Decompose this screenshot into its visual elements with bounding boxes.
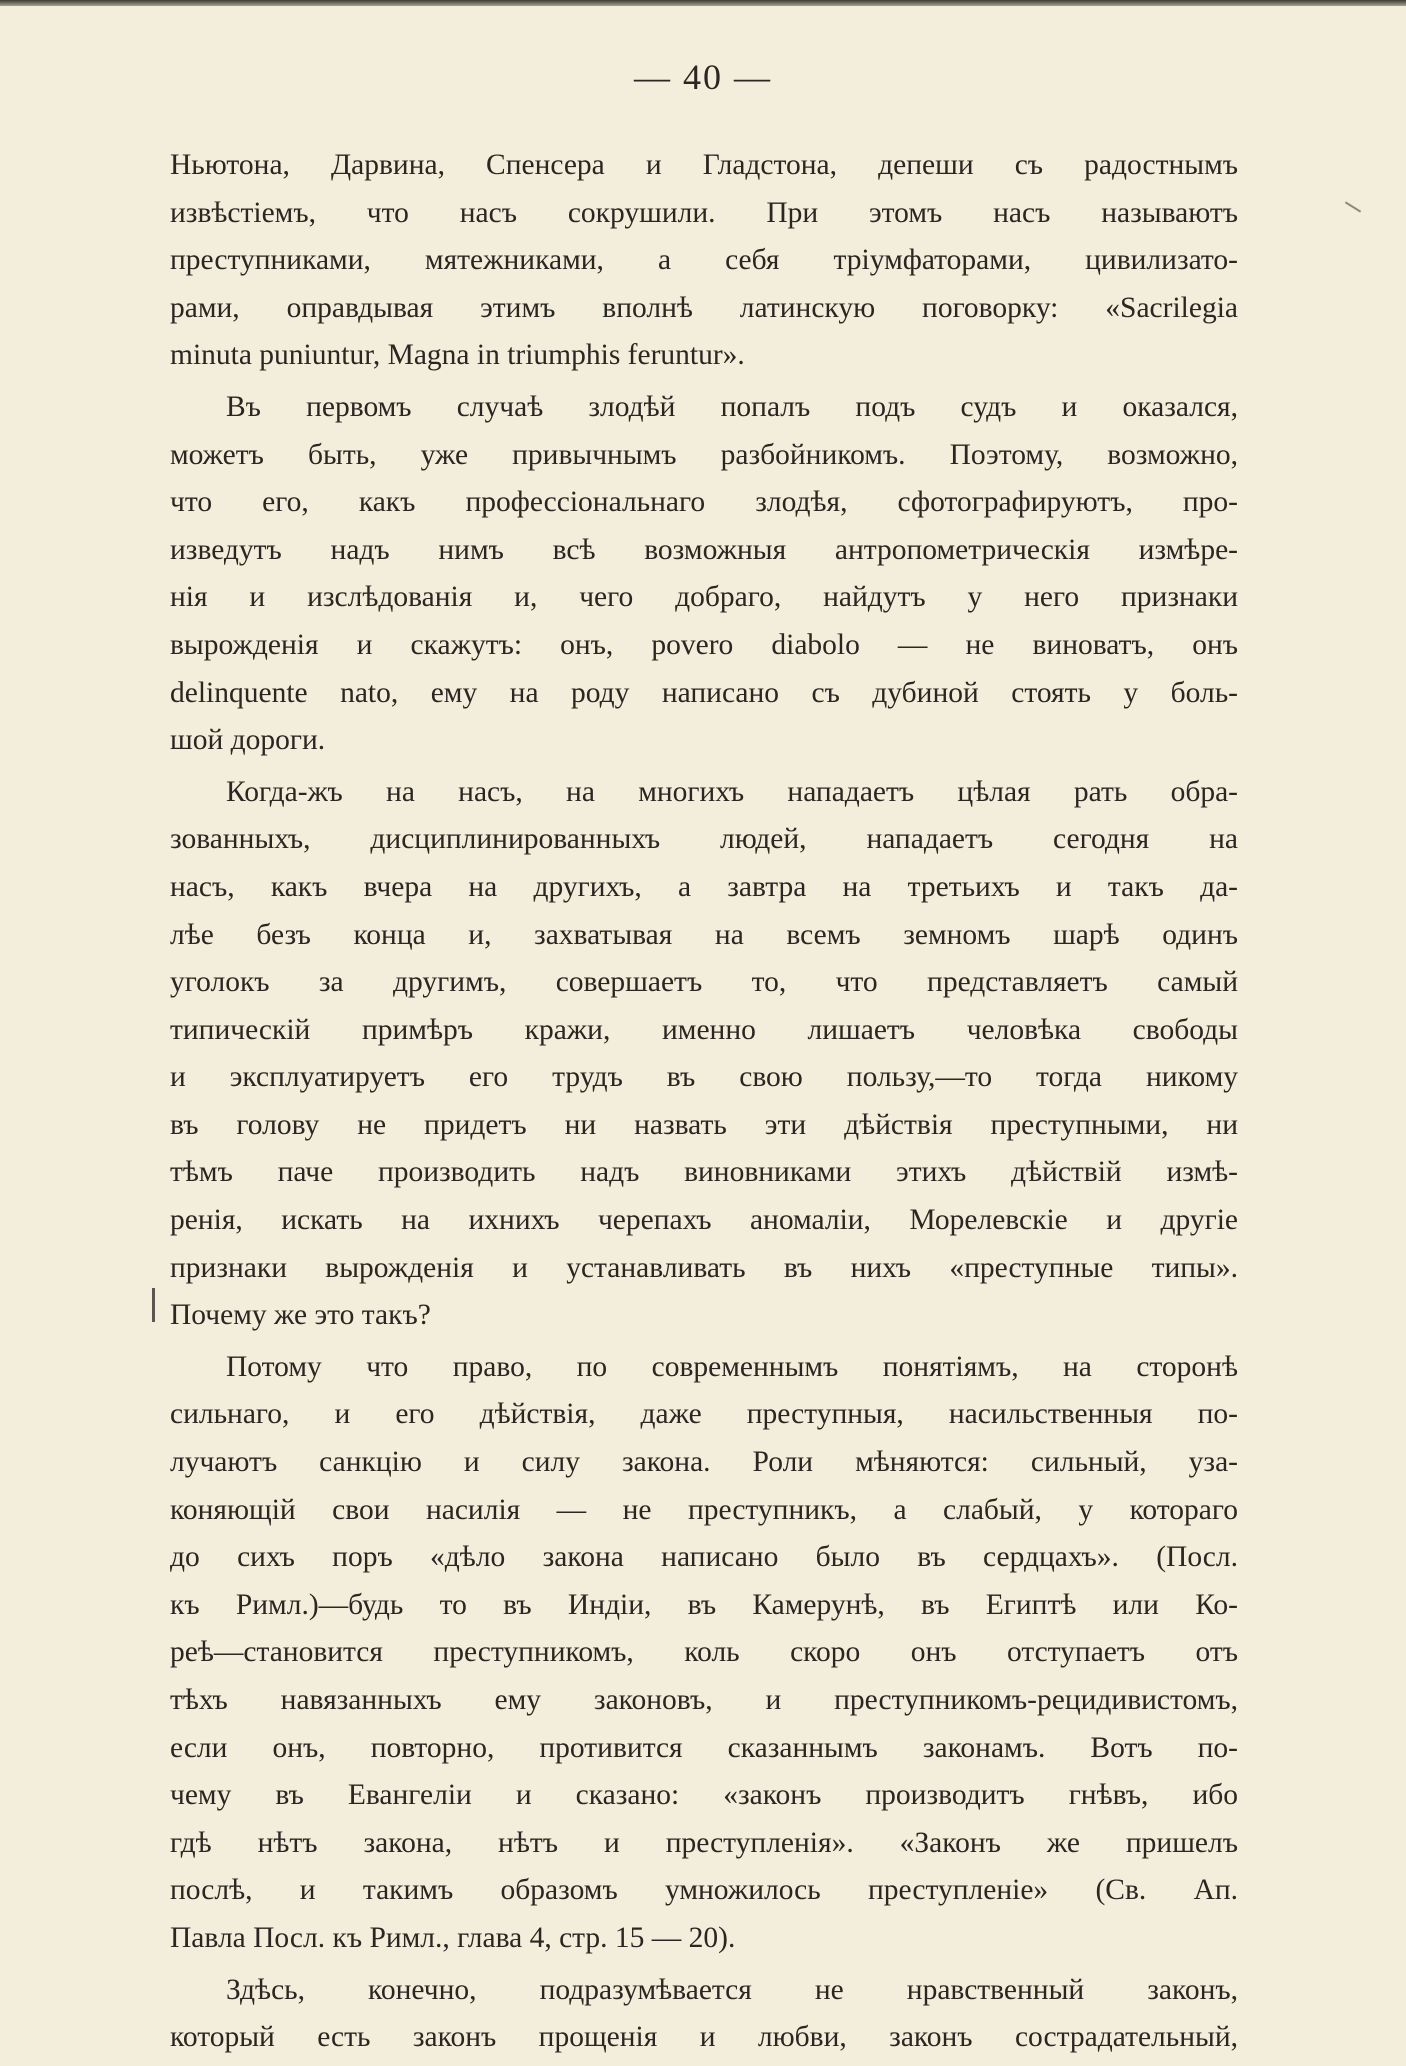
- text-line: къ Римл.)—будь то въ Индіи, въ Камерунѣ, въ Египтѣ или Ко-: [170, 1588, 1238, 1621]
- margin-mark: [1345, 201, 1361, 212]
- text-line: послѣ, и такимъ образомъ умножилось преступленіе» (Св. Ап.: [170, 1874, 1238, 1907]
- text-line: извѣстіемъ, что насъ сокрушили. При этомъ насъ называютъ: [170, 196, 1238, 229]
- text-line: зованныхъ, дисциплинированныхъ людей, нападаетъ сегодня на: [170, 823, 1238, 856]
- paragraph-4: [170, 1344, 1238, 1963]
- paragraph-5: [170, 1967, 1238, 2062]
- text-line: гдѣ нѣтъ закона, нѣтъ и преступленія». «Законъ же пришелъ: [170, 1826, 1238, 1859]
- text-line: лѣе безъ конца и, захватывая на всемъ земномъ шарѣ одинъ: [170, 918, 1238, 951]
- body-text: [170, 142, 1238, 2066]
- paragraph-3: [170, 769, 1238, 1340]
- text-line: можетъ быть, уже привычнымъ разбойникомъ. Поэтому, возможно,: [170, 438, 1238, 471]
- text-line: насъ, какъ вчера на другихъ, а завтра на третьихъ и такъ да-: [170, 870, 1238, 903]
- text-line: Здѣсь, конечно, подразумѣвается не нравственный законъ,: [226, 1973, 1238, 2006]
- text-line: Потому что право, по современнымъ понятіямъ, на сторонѣ: [226, 1350, 1238, 1383]
- text-line: delinquente nato, ему на роду написано съ дубиной стоять у боль-: [170, 676, 1238, 709]
- text-line: до сихъ поръ «дѣло закона написано было въ сердцахъ». (Посл.: [170, 1541, 1238, 1574]
- text-line: признаки вырожденія и устанавливать въ нихъ «преступные типы».: [170, 1251, 1238, 1284]
- text-line: нія и изслѣдованія и, чего добраго, найдутъ у него признаки: [170, 581, 1238, 614]
- text-line: Ньютона, Дарвина, Спенсера и Гладстона, депеши съ радостнымъ: [170, 149, 1238, 181]
- paragraph-2: [170, 384, 1238, 765]
- text-line: тѣхъ навязанныхъ ему законовъ, и преступникомъ-рецидивистомъ,: [170, 1684, 1238, 1716]
- text-line: ренія, искать на ихнихъ черепахъ аномаліи, Морелевскіе и другіе: [170, 1204, 1238, 1237]
- text-line: который есть законъ прощенія и любви, законъ сострадательный,: [170, 2021, 1238, 2054]
- text-line: лучаютъ санкцію и силу закона. Роли мѣняются: сильный, уза-: [170, 1446, 1238, 1479]
- text-line: что его, какъ профессіональнаго злодѣя, сфотографируютъ, про-: [170, 486, 1238, 519]
- text-line: шой дороги.: [170, 724, 326, 757]
- text-line: и эксплуатируетъ его трудъ въ свою пользу,—то тогда никому: [170, 1061, 1238, 1094]
- text-line: Когда-жъ на насъ, на многихъ нападаетъ цѣлая рать обра-: [226, 775, 1238, 808]
- text-line: уголокъ за другимъ, совершаетъ то, что представляетъ самый: [170, 966, 1238, 999]
- text-line: minuta puniuntur, Magna in triumphis feruntur».: [170, 339, 745, 372]
- margin-bar-mark: [152, 1288, 155, 1322]
- text-line: реѣ—становится преступникомъ, коль скоро онъ отступаетъ отъ: [170, 1636, 1238, 1669]
- text-line: рами, оправдывая этимъ вполнѣ латинскую поговорку: «Sacrilegia: [170, 291, 1238, 324]
- text-line: Павла Посл. къ Римл., глава 4, стр. 15 — 20).: [170, 1921, 736, 1954]
- paragraph-1: [170, 142, 1238, 380]
- text-line: коняющій свои насилія — не преступникъ, а слабый, у котораго: [170, 1493, 1238, 1526]
- text-line: типическій примѣръ кражи, именно лишаетъ человѣка свободы: [170, 1013, 1238, 1046]
- text-line: если онъ, повторно, противится сказаннымъ законамъ. Вотъ по-: [170, 1731, 1238, 1764]
- text-line: Почему же это такъ?: [170, 1299, 431, 1332]
- text-line: изведутъ надъ нимъ всѣ возможныя антропометрическія измѣре-: [170, 533, 1238, 566]
- text-line: чему въ Евангеліи и сказано: «законъ производитъ гнѣвъ, ибо: [170, 1779, 1238, 1812]
- text-line: вырожденія и скажутъ: онъ, povero diabolo — не виноватъ, онъ: [170, 628, 1238, 661]
- text-line: преступниками, мятежниками, а себя тріумфаторами, цивилизато-: [170, 244, 1238, 277]
- text-line: Въ первомъ случаѣ злодѣй попалъ подъ судъ и оказался,: [226, 390, 1238, 423]
- text-line: сильнаго, и его дѣйствія, даже преступныя, насильственныя по-: [170, 1398, 1238, 1431]
- page-top-edge: [0, 0, 1406, 6]
- text-line: въ голову не придетъ ни назвать эти дѣйствія преступными, ни: [170, 1108, 1238, 1141]
- text-line: тѣмъ паче производить надъ виновниками этихъ дѣйствій измѣ-: [170, 1156, 1238, 1189]
- page-number: — 40 —: [634, 57, 772, 97]
